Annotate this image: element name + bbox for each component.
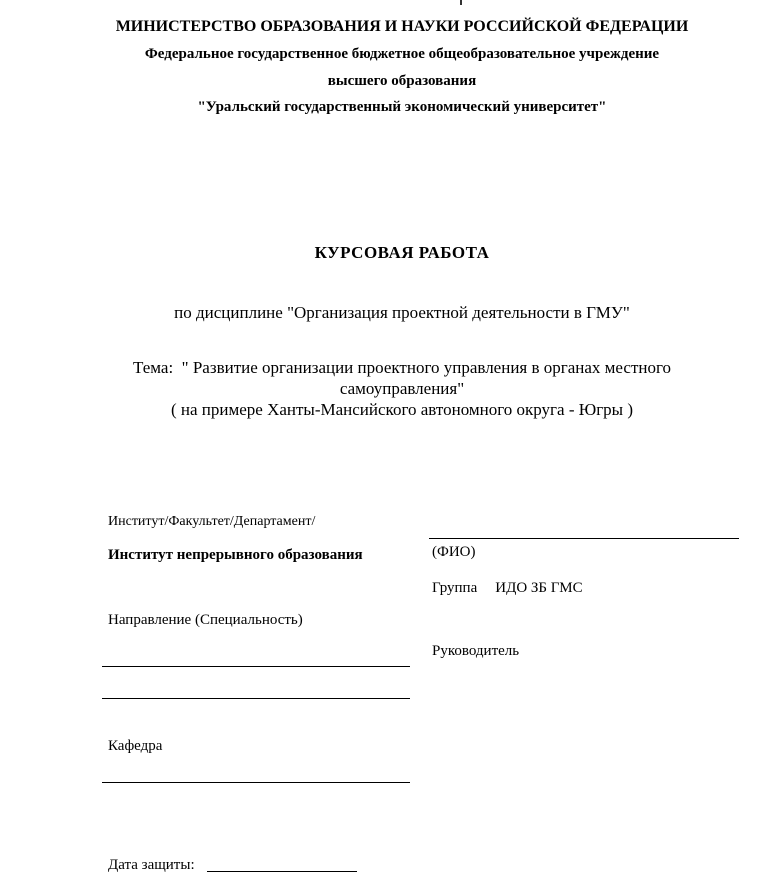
group-value: ИДО ЗБ ГМС bbox=[495, 580, 583, 596]
institution-type-line: Федеральное государственное бюджетное общеобразовательное учреждение bbox=[144, 46, 660, 62]
department-label: Кафедра bbox=[108, 738, 163, 754]
document-title: КУРСОВАЯ РАБОТА bbox=[314, 243, 490, 262]
group-row bbox=[432, 580, 583, 597]
institute-label: Институт/Факультет/Департамент/ bbox=[108, 514, 316, 529]
fio-fill-line[interactable] bbox=[429, 538, 739, 539]
group-label: Группа bbox=[432, 580, 478, 596]
defense-date-fill-line[interactable] bbox=[207, 871, 357, 872]
institute-value: Институт непрерывного образования bbox=[108, 547, 363, 563]
direction-fill-line-1[interactable] bbox=[102, 666, 410, 667]
fio-label: (ФИО) bbox=[432, 544, 476, 560]
discipline-line: по дисциплине "Организация проектной деятельности в ГМУ" bbox=[174, 303, 630, 322]
education-level-line: высшего образования bbox=[327, 73, 477, 89]
theme-line-2: самоуправления" bbox=[339, 379, 465, 398]
defense-date-label: Дата защиты: bbox=[108, 857, 195, 873]
department-fill-line[interactable] bbox=[102, 782, 410, 783]
supervisor-label: Руководитель bbox=[432, 643, 520, 659]
theme-line-3: ( на примере Ханты-Мансийского автономного округа - Югры ) bbox=[170, 400, 634, 419]
direction-fill-line-2[interactable] bbox=[102, 698, 410, 699]
university-name-line: "Уральский государственный экономический университет" bbox=[197, 99, 607, 115]
ministry-header-line: МИНИСТЕРСТВО ОБРАЗОВАНИЯ И НАУКИ РОССИЙСКОЙ ФЕДЕРАЦИИ bbox=[115, 18, 689, 35]
theme-line-1: Тема: " Развитие организации проектного управления в органах местного bbox=[132, 358, 672, 377]
caret-artifact bbox=[460, 0, 462, 5]
direction-label: Направление (Специальность) bbox=[108, 612, 303, 628]
